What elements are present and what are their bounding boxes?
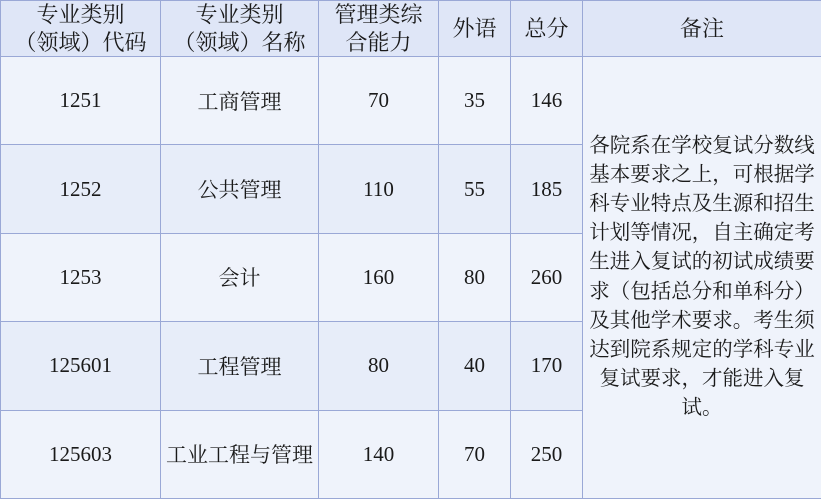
cell-major-code: 1252 — [1, 145, 161, 233]
header-foreign-language — [439, 1, 511, 57]
header-total-score — [511, 1, 583, 57]
header-foreign-language-line1: 外语 — [452, 15, 497, 41]
cell-major-code: 1251 — [1, 57, 161, 145]
cell-major-name: 工程管理 — [161, 322, 319, 410]
cell-major-name: 公共管理 — [161, 145, 319, 233]
header-comprehensive-line2: 合能力 — [345, 29, 412, 55]
cell-major-name: 工业工程与管理 — [161, 410, 319, 499]
table-header — [1, 1, 821, 57]
cell-foreign-language: 70 — [439, 410, 511, 499]
remark-text: 各院系在学校复试分数线基本要求之上，可根据学科专业特点及生源和招生计划等情况，自主确定考生进入复试的初试成绩要求（包括总分和单科分）及其他学术要求。考生须达到院系规定的学科专业复试要求，才能进入复试。 — [589, 134, 815, 419]
cell-major-code: 1253 — [1, 233, 161, 321]
cell-foreign-language: 40 — [439, 322, 511, 410]
header-comprehensive-line1: 管理类综 — [334, 2, 423, 27]
cell-comprehensive: 140 — [319, 410, 439, 499]
header-major-code — [1, 1, 161, 57]
cell-remark — [583, 57, 821, 499]
header-remark-line1: 备注 — [679, 15, 724, 41]
header-major-code-line1: 专业类别 — [36, 2, 125, 27]
cell-foreign-language: 80 — [439, 233, 511, 321]
header-comprehensive-ability — [319, 1, 439, 57]
cell-major-code: 125601 — [1, 322, 161, 410]
table-row — [1, 57, 821, 145]
table-body — [1, 57, 821, 499]
header-major-name-line2: （领域）名称 — [173, 29, 306, 55]
cell-foreign-language: 35 — [439, 57, 511, 145]
cell-total: 250 — [511, 410, 583, 499]
cell-total: 170 — [511, 322, 583, 410]
header-remark — [583, 1, 821, 57]
header-major-code-line2: （领域）代码 — [14, 29, 147, 55]
cell-total: 185 — [511, 145, 583, 233]
header-major-name — [161, 1, 319, 57]
cell-major-name: 会计 — [161, 233, 319, 321]
cell-comprehensive: 70 — [319, 57, 439, 145]
cell-major-code: 125603 — [1, 410, 161, 499]
cell-comprehensive: 80 — [319, 322, 439, 410]
cell-comprehensive: 110 — [319, 145, 439, 233]
cell-major-name: 工商管理 — [161, 57, 319, 145]
cell-total: 146 — [511, 57, 583, 145]
header-total-score-line1: 总分 — [524, 15, 569, 41]
cell-comprehensive: 160 — [319, 233, 439, 321]
cell-total: 260 — [511, 233, 583, 321]
header-row — [1, 1, 821, 57]
cell-foreign-language: 55 — [439, 145, 511, 233]
header-major-name-line1: 专业类别 — [195, 2, 284, 27]
